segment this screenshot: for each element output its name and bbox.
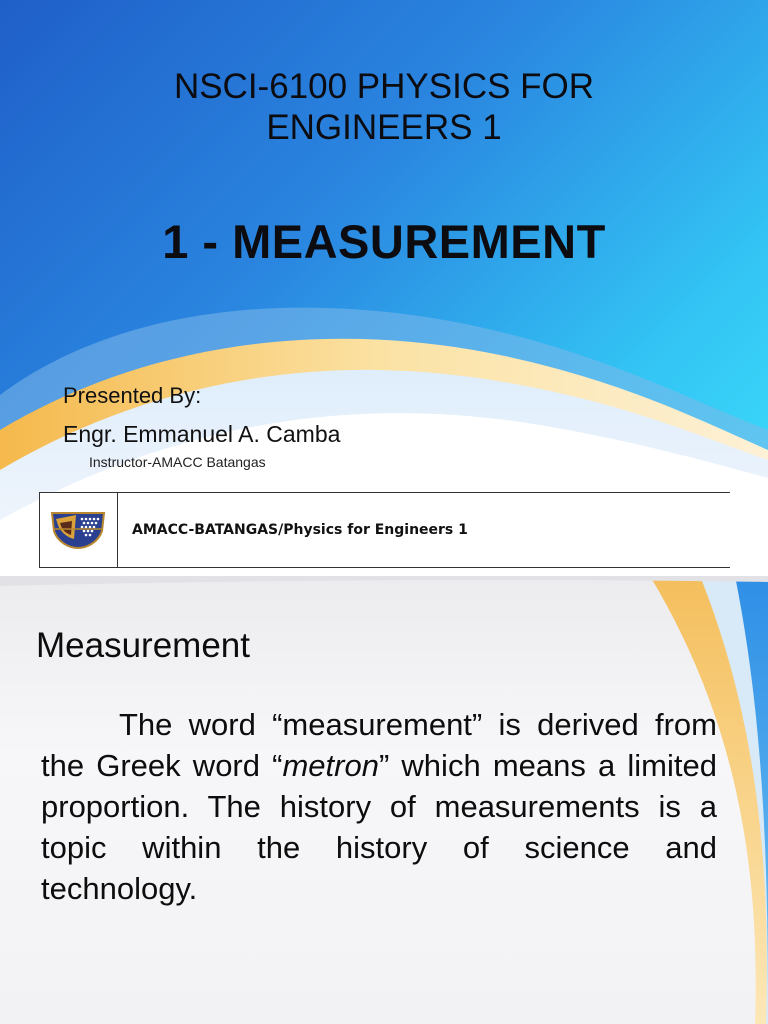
presented-by-label: Presented By: [63, 383, 202, 408]
body-paragraph [41, 704, 717, 909]
footer-text: AMACC-BATANGAS/Physics for Engineers 1 [132, 522, 468, 538]
presenter-name: Engr. Emmanuel A. Camba [63, 421, 341, 447]
course-title-line2: ENGINEERS 1 [266, 108, 502, 147]
content-slide [0, 576, 768, 1024]
body-text-part2: ” which means a limited proportion. The history of measurements is a topic within the history of science and technology. [41, 748, 717, 906]
slide-heading: Measurement [36, 626, 250, 665]
topic-title: 1 - MEASUREMENT [162, 215, 606, 268]
footer-bar [39, 492, 730, 568]
course-title [0, 66, 768, 148]
body-text-part1: The word “measurement” is derived from the Greek word “ [41, 707, 717, 783]
body-italic-term: metron [282, 748, 379, 783]
presenter-affiliation: Instructor-AMACC Batangas [89, 454, 266, 470]
course-title-line1: NSCI-6100 PHYSICS FOR [173, 67, 595, 106]
footer-logo-cell [40, 493, 118, 567]
amacc-logo-icon [50, 509, 106, 549]
